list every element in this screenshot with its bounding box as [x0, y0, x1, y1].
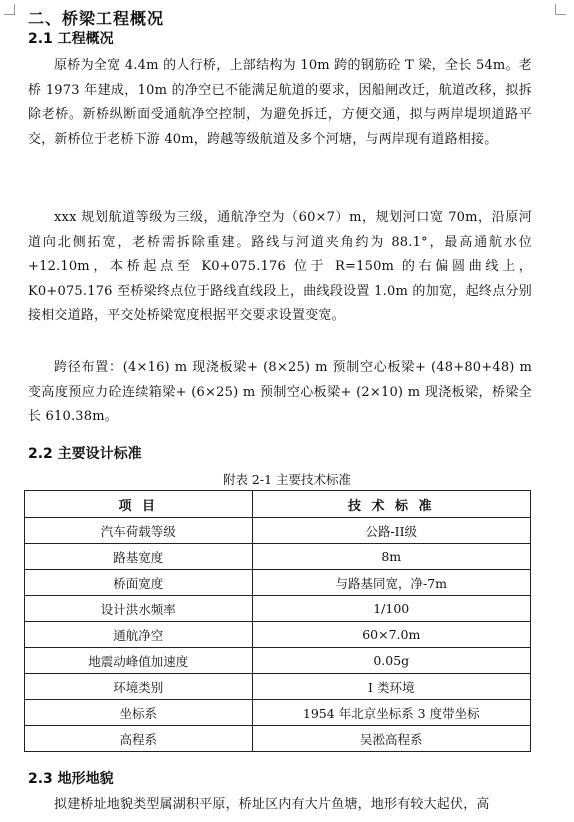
paragraph-navigation-route: xxx 规划航道等级为三级，通航净空为（60×7）m，规划河口宽 70m，沿原河道向北侧拓宽，老桥需拆除重建。路线与河道夹角约为 88.1°，最高通航水位+12.10m，本桥起点至 K0+075.176 位于 R=150m 的右偏圆曲线上，K0+075.176 至桥梁终点位于路线直线段上，曲线段设置 1.0m 的加宽，起终点分别接相交道路，平交处桥梁宽度根据平交要求设置变宽。 — [28, 210, 532, 323]
paragraph-span-layout: 跨径布置：(4×16) m 现浇板梁+ (8×25) m 预制空心板梁+ (48+80+48) m 变高度预应力砼连续箱梁+ (6×25) m 预制空心板梁+ (2×10) m 现浇板梁，桥梁全长 610.38m。 — [28, 360, 532, 424]
table-cell-item: 汽车荷载等级 — [25, 518, 253, 544]
subsection-2-1-heading: 2.1 工程概况 — [28, 31, 114, 47]
table-cell-item: 路基宽度 — [25, 544, 253, 570]
table-row — [25, 700, 531, 726]
table-row — [25, 570, 531, 596]
table-cell-item: 通航净空 — [25, 622, 253, 648]
paragraph-terrain: 拟建桥址地貌类型属湖积平原，桥址区内有大片鱼塘，地形有较大起伏，高 — [54, 797, 490, 812]
paragraph-project-overview: 原桥为全宽 4.4m 的人行桥，上部结构为 10m 跨的钢筋砼 T 梁，全长 54m。老桥 1973 年建成，10m 的净空已不能满足航道的要求，因船闸改迁，航道改移，拟拆除老桥。新桥纵断面受通航净空控制，为避免拆迁，方便交通，拟与两岸堤坝道路平交，新桥位于老桥下游 40m，跨越等级航道及多个河塘，与两岸现有道路相接。 — [28, 58, 532, 147]
section-title: 二、桥梁工程概况 — [28, 9, 165, 28]
page-corner-mark-right — [555, 4, 566, 15]
table-cell-item: 坐标系 — [25, 700, 253, 726]
table-cell-value: 公路-II级 — [252, 518, 531, 544]
table-row — [25, 648, 531, 674]
table-cell-value: 8m — [252, 544, 531, 570]
table-row — [25, 726, 531, 752]
table-header-standard: 技 术 标 准 — [252, 491, 531, 518]
table-row — [25, 622, 531, 648]
table-cell-value: 吴淞高程系 — [252, 726, 531, 752]
table-cell-item: 环境类别 — [25, 674, 253, 700]
table-cell-item: 地震动峰值加速度 — [25, 648, 253, 674]
subsection-2-3-heading: 2.3 地形地貌 — [28, 771, 114, 787]
table-cell-item: 设计洪水频率 — [25, 596, 253, 622]
table-header-item: 项 目 — [25, 491, 253, 518]
table-row — [25, 518, 531, 544]
table-cell-value: 与路基同宽，净-7m — [252, 570, 531, 596]
table-cell-value: I 类环境 — [252, 674, 531, 700]
table-cell-value: 1/100 — [252, 596, 531, 622]
table-header-row — [25, 491, 531, 518]
table-caption: 附表 2-1 主要技术标准 — [222, 472, 352, 487]
table-cell-value: 1954 年北京坐标系 3 度带坐标 — [252, 700, 531, 726]
table-cell-value: 60×7.0m — [252, 622, 531, 648]
table-row — [25, 544, 531, 570]
technical-standards-table — [24, 490, 531, 752]
table-row — [25, 674, 531, 700]
page-corner-mark-left — [4, 4, 15, 15]
table-row — [25, 596, 531, 622]
table-cell-item: 桥面宽度 — [25, 570, 253, 596]
table-cell-value: 0.05g — [252, 648, 531, 674]
subsection-2-2-heading: 2.2 主要设计标准 — [28, 446, 142, 462]
table-cell-item: 高程系 — [25, 726, 253, 752]
